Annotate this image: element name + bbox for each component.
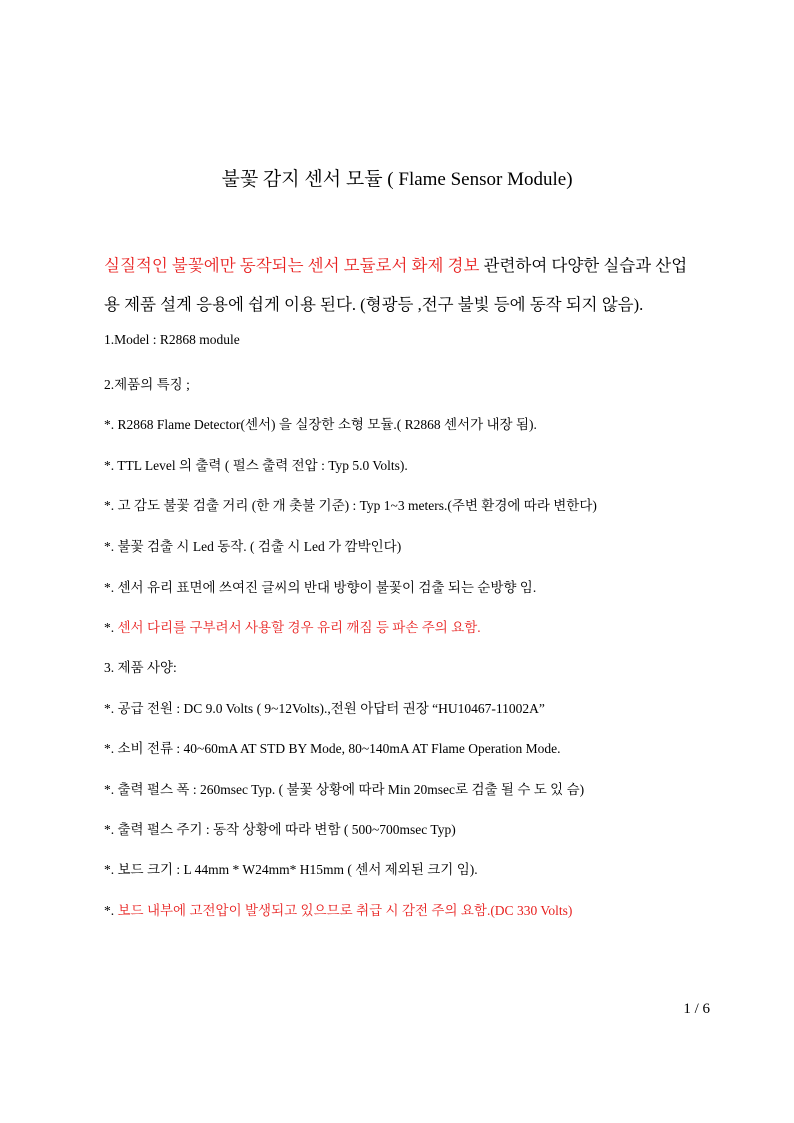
intro-line-1-rest: 관련하여 다양한 실습과 산업 (479, 256, 688, 275)
feature-item: *. TTL Level 의 출력 ( 펄스 출력 전압 : Typ 5.0 Volts). (104, 458, 408, 473)
feature-warning-prefix: *. (104, 620, 115, 635)
spec-item: *. 공급 전원 : DC 9.0 Volts ( 9~12Volts).,전원 아답터 권장 “HU10467-11002A” (104, 701, 545, 716)
feature-item: *. 불꽃 검출 시 Led 동작. ( 검출 시 Led 가 깜박인다) (104, 539, 402, 554)
spec-item: *. 출력 펄스 폭 : 260msec Typ. ( 불꽃 상황에 따라 Min 20msec로 검출 될 수 도 있 슴) (104, 782, 585, 797)
feature-warning (104, 616, 481, 636)
specs-heading: 3. 제품 사양: (104, 660, 177, 675)
feature-warning-text: 센서 다리를 구부려서 사용할 경우 유리 깨짐 등 파손 주의 요함. (114, 620, 481, 635)
spec-item: *. 소비 전류 : 40~60mA AT STD BY Mode, 80~140mA AT Flame Operation Mode. (104, 741, 561, 756)
feature-item: *. 센서 유리 표면에 쓰여진 글씨의 반대 방향이 불꽃이 검출 되는 순방향 임. (104, 580, 537, 595)
page-number: 1 / 6 (683, 1001, 710, 1017)
page-title: 불꽃 감지 센서 모듈 ( Flame Sensor Module) (221, 169, 573, 190)
spec-warning (104, 899, 572, 919)
intro-line-1 (104, 252, 687, 276)
intro-highlight: 실질적인 불꽃에만 동작되는 센서 모듈로서 화제 경보 (104, 256, 480, 275)
model-line: 1.Model : R2868 module (104, 332, 240, 347)
features-heading: 2.제품의 특징 ; (104, 377, 190, 392)
spec-warning-text: 보드 내부에 고전압이 발생되고 있으므로 취급 시 감전 주의 요함.(DC 330 Volts) (114, 903, 573, 918)
spec-item: *. 출력 펄스 주기 : 동작 상황에 따라 변함 ( 500~700msec Typ) (104, 822, 456, 837)
feature-item: *. R2868 Flame Detector(센서) 을 실장한 소형 모듈.( R2868 센서가 내장 됨). (104, 417, 537, 432)
intro-line-2: 용 제품 설계 응용에 쉽게 이용 된다. (형광등 ,전구 불빛 등에 동작 되지 않음). (104, 295, 644, 314)
spec-item: *. 보드 크기 : L 44mm * W24mm* H15mm ( 센서 제외된 크기 임). (104, 862, 478, 877)
spec-warning-prefix: *. (104, 903, 115, 918)
feature-item: *. 고 감도 불꽃 검출 거리 (한 개 촛불 기준) : Typ 1~3 meters.(주변 환경에 따라 변한다) (104, 498, 597, 513)
